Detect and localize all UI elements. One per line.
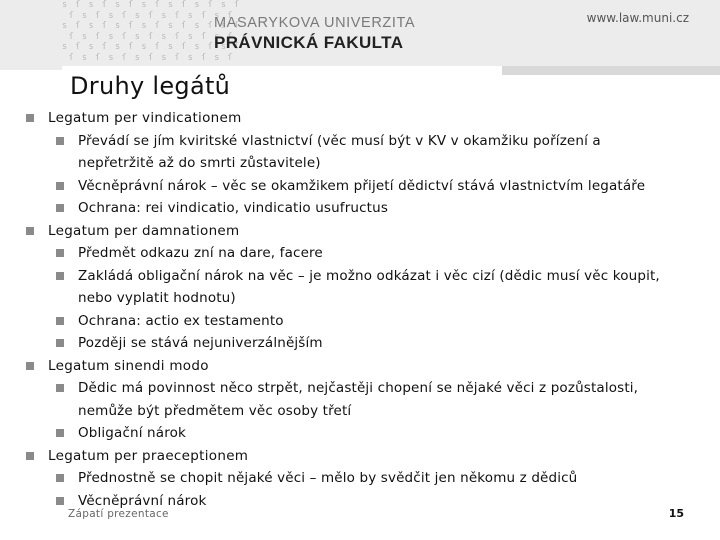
square-bullet-icon xyxy=(56,429,64,437)
square-bullet-icon xyxy=(26,227,34,235)
square-bullet-icon xyxy=(56,384,64,392)
sub-list-item xyxy=(26,175,706,198)
square-bullet-icon xyxy=(56,249,64,257)
sub-list-item xyxy=(26,265,706,310)
square-bullet-icon xyxy=(56,272,64,280)
sub-item-line: nebo vyplatit hodnotu) xyxy=(78,290,236,306)
sub-item-line: Věcněprávní nárok xyxy=(78,492,207,509)
list-item-text: Legatum per damnationem xyxy=(48,222,240,239)
sub-list-item xyxy=(26,242,706,265)
sub-item-line: Předmět odkazu zní na dare, facere xyxy=(78,245,323,261)
square-bullet-icon xyxy=(26,362,34,370)
faculty-name: PRÁVNICKÁ FAKULTA xyxy=(214,33,404,52)
sub-item-line: Ochrana: rei vindicatio, vindicatio usufructus xyxy=(78,200,389,216)
sub-item-line: nepřetržitě až do smrti zůstavitele) xyxy=(78,155,321,171)
university-logo-pattern: s ſ s ſ s ſ s ſ s ſ ſ s ſ s ſ s ſ s ſ s s ſ s ſ s ſ s ſ s ſ ſ s ſ s ſ s ſ s ſ s s ſ s ſ s ſ s ſ s ſ ſ s ſ s ſ s ſ s ſ s xyxy=(62,0,195,63)
list-item xyxy=(26,107,706,130)
university-name: MASARYKOVA UNIVERZITA xyxy=(214,15,416,31)
sub-item-line: nemůže být předmětem věc osoby třetí xyxy=(78,402,352,419)
sub-list-item xyxy=(26,310,706,333)
sub-list-item xyxy=(26,377,706,422)
list-item xyxy=(26,355,706,378)
list-item-text: Legatum sinendi modo xyxy=(48,357,209,374)
sub-item-line: Převádí se jím kviritské vlastnictví (věc musí být v KV v okamžiku pořízení a xyxy=(78,132,601,149)
sub-list-item xyxy=(26,130,706,175)
square-bullet-icon xyxy=(26,114,34,122)
list-item xyxy=(26,445,706,468)
list-item-text: Legatum per praeceptionem xyxy=(48,447,249,464)
square-bullet-icon xyxy=(26,452,34,460)
sub-item-line: Později se stává nejuniverzálnějším xyxy=(78,335,323,351)
sub-list-item xyxy=(26,422,706,445)
list-item-text: Legatum per vindicationem xyxy=(48,110,242,126)
sub-item-line: Obligační nárok xyxy=(78,425,186,441)
footer-text: Zápatí prezentace xyxy=(68,508,169,520)
sub-item-line: Přednostně se chopit nějaké věci – mělo by svědčit jen někomu z dědiců xyxy=(78,470,578,486)
square-bullet-icon xyxy=(56,474,64,482)
sub-item-line: Ochrana: actio ex testamento xyxy=(78,312,284,329)
square-bullet-icon xyxy=(56,182,64,190)
sub-item-line: Dědic má povinnost něco strpět, nejčastěji chopení se nějaké věci z pozůstalosti, xyxy=(78,380,639,396)
square-bullet-icon xyxy=(56,137,64,145)
square-bullet-icon xyxy=(56,204,64,212)
sub-list-item xyxy=(26,197,706,220)
sub-list-item xyxy=(26,332,706,355)
bullet-list xyxy=(26,107,706,512)
sub-list-item xyxy=(26,467,706,490)
sub-item-line: Zakládá obligační nárok na věc – je možno odkázat i věc cizí (dědic musí věc koupit, xyxy=(78,267,660,284)
square-bullet-icon xyxy=(56,339,64,347)
sub-item-line: Věcněprávní nárok – věc se okamžikem přijetí dědictví stává vlastnictvím legatáře xyxy=(78,177,646,194)
site-url: www.law.muni.cz xyxy=(586,11,689,25)
list-item xyxy=(26,220,706,243)
square-bullet-icon xyxy=(56,317,64,325)
accent-bar xyxy=(502,66,720,75)
square-bullet-icon xyxy=(56,497,64,505)
slide-title: Druhy legátů xyxy=(70,72,231,100)
page-number: 15 xyxy=(668,507,684,520)
